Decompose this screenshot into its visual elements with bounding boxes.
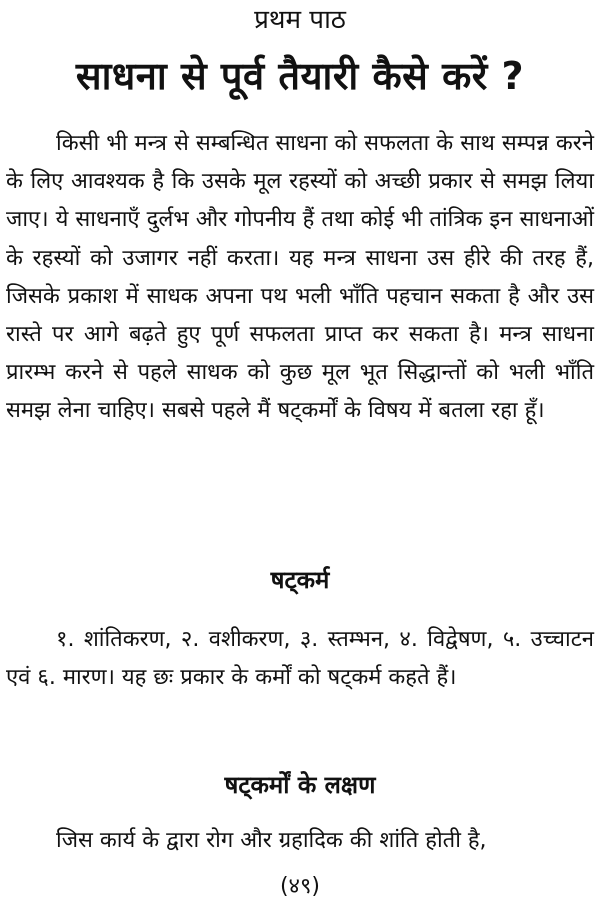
chapter-label: प्रथम पाठ [254,5,346,35]
shatkarma-list-paragraph: १. शांतिकरण, २. वशीकरण, ३. स्तम्भन, ४. विद्वेषण, ५. उच्चाटन एवं ६. मारण। यह छः प्रकार के कर्मों को षट्कर्म कहते हैं। [6,627,594,691]
section-heading-lakshan: षट्कर्मों के लक्षण [224,771,376,799]
intro-paragraph: किसी भी मन्त्र से सम्बन्धित साधना को सफलता के साथ सम्पन्न करने के लिए आवश्यक है कि उसके मूल रहस्यों को अच्छी प्रकार से समझ लिया जाए। ये साधनाएँ दुर्लभ और गोपनीय हैं तथा कोई भी तांत्रिक इन साधनाओं के रहस्यों को उजागर नहीं करता। यह मन्त्र साधना उस हीरे की तरह हैं, जिसके प्रकाश में साधक अपना पथ भली भाँति पहचान सकता है और उस रास्ते पर आगे बढ़ते हुए पूर्ण सफलता प्राप्त कर सकता है। मन्त्र साधना प्रारम्भ करने से पहले साधक को कुछ मूल भूत सिद्धान्तों को भली भाँति समझ लेना चाहिए। सबसे पहले मैं षट्कर्मों के विषय में बतला रहा हूँ। [6,131,594,424]
section-heading-shatkarma: षट्कर्म [270,566,330,594]
page-number: (४९) [279,874,321,899]
chapter-title: साधना से पूर्व तैयारी कैसे करें ? [75,54,525,98]
lakshan-paragraph: जिस कार्य के द्वारा रोग और ग्रहादिक की शांति होती है, [56,828,487,853]
